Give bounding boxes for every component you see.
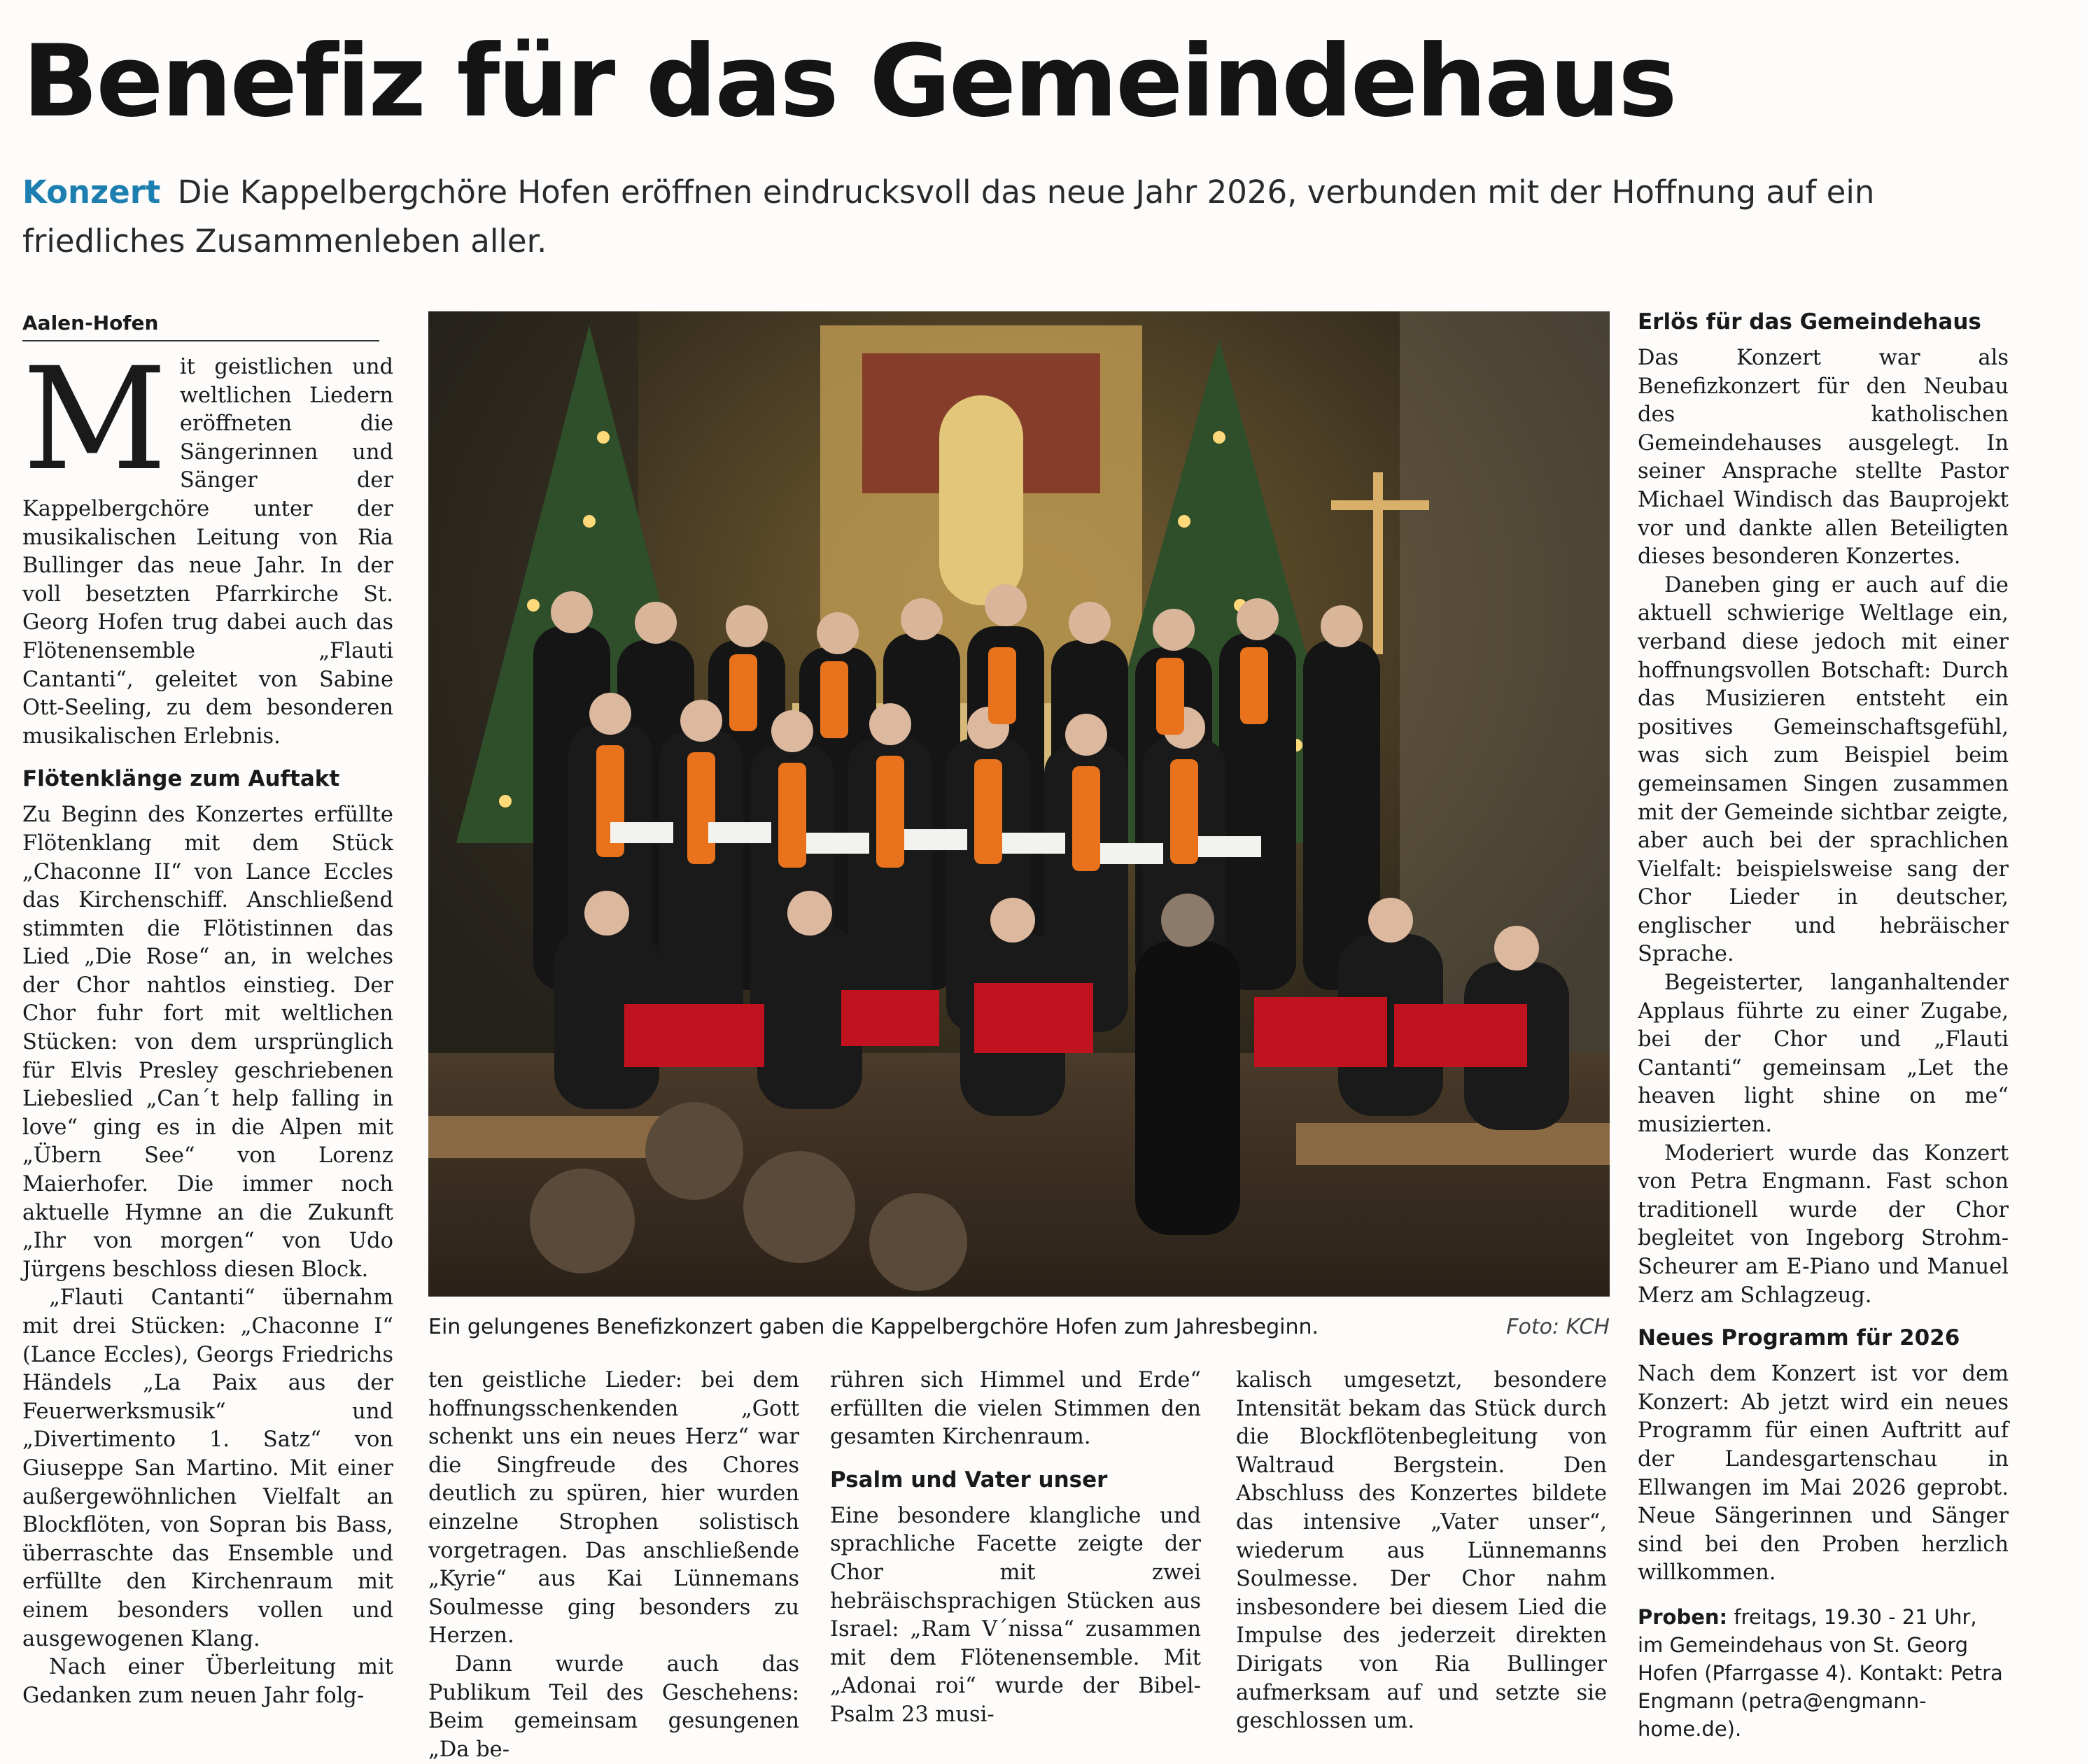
column-5: [1638, 308, 2009, 1743]
photo-caption: [428, 1313, 1610, 1341]
subhead-psalm: Psalm und Vater unser: [830, 1467, 1108, 1493]
intro-paragraph: M it geistlichen und weltlichen Liedern eröffneten die Sängerinnen und Sänger der Kappelbergchöre unter der musikalischen Leitung von Ria Bullinger das neue Jahr. In der voll besetzten Pfarrkirche St. Georg Hofen trug dabei auch das Flötenensemble „Flauti Cantanti“, geleitet von Sabine Ott-Seeling, zu dem besonderen musikalischen Erlebnis.: [22, 337, 393, 749]
paragraph: Moderiert wurde das Konzert von Petra Engmann. Fast schon traditionell wurde der Chor begleitet von Ingeborg Strohm-Scheurer am E-Piano und Manuel Merz am Schlagzeug.: [1638, 1141, 2009, 1308]
info-box: [1638, 1603, 2009, 1743]
dropcap: M: [22, 337, 167, 502]
column-1: [22, 337, 393, 1710]
subhead-floetenklaenge: Flötenklänge zum Auftakt: [22, 766, 340, 792]
caption-text: Ein gelungenes Benefizkonzert gaben die Kappelbergchöre Hofen zum Jahresbeginn.: [428, 1315, 1319, 1339]
paragraph: ten geistliche Lieder: bei dem hoffnungsschenkenden „Gott schenkt uns ein neues Herz“ war die Singfreude des Chores deutlich zu spüren, hier wurden einzelne Strophen solistisch vorgetragen. Das anschließende „Kyrie“ aus Kai Lünnemans Soulmesse ging besonders zu Herzen.: [428, 1368, 799, 1649]
paragraph: Dann wurde auch das Publikum Teil des Geschehens: Beim gemeinsam gesungenen „Da be-: [428, 1651, 799, 1762]
paragraph: rühren sich Himmel und Erde“ erfüllten die vielen Stimmen den gesamten Kirchenraum.: [830, 1368, 1201, 1450]
paragraph: Das Konzert war als Benefizkonzert für den Neubau des katholischen Gemeindehauses ausgelegt. In seiner Ansprache stellte Pastor Michael Windisch das Bauprojekt vor und dankte allen Beteiligten dieses besonderen Konzertes.: [1638, 346, 2009, 570]
paragraph: Zu Beginn des Konzertes erfüllte Flötenklang mit dem Stück „Chaconne II“ von Lance Eccles das Kirchenschiff. Anschließend stimmten die Flötistinnen das Lied „Die Rose“ an, in welches der Chor nahtlos einstieg. Der Chor fuhr fort mit weltlichen Stücken: von dem ursprünglich für Elvis Presley geschriebenen Liebeslied „Can´t help falling in love“ ging es in die Alpen mit „Übern See“ von Lorenz Maierhofer. Die immer noch aktuelle Hymne an die Zukunft „Ihr von morgen“ von Udo Jürgens beschloss diesen Block.: [22, 803, 393, 1282]
paragraph: Nach dem Konzert ist vor dem Konzert: Ab jetzt wird ein neues Programm für einen Auftritt auf der Landesgartenschau in Ellwangen im Mai 2026 geprobt. Neue Sängerinnen und Sänger sind bei den Proben herzlich willkommen.: [1638, 1362, 2009, 1586]
lead-text: Die Kappelbergchöre Hofen eröffnen eindrucksvoll das neue Jahr 2026, verbunden mit der Hoffnung auf ein friedliches Zusammenleben aller.: [22, 174, 1875, 260]
subhead-erloes: Erlös für das Gemeindehaus: [1638, 309, 1981, 334]
paragraph: Eine besondere klangliche und sprachliche Facette zeigte der Chor mit zwei hebräischsprachigen Stücken aus Israel: „Ram V´nissa“ zusammen mit dem Flötenensemble. Mit „Adonai roi“ wurde der Bibel-Psalm 23 musi-: [830, 1503, 1201, 1727]
photo-credit: Foto: KCH: [1506, 1315, 1610, 1339]
dateline: Aalen-Hofen: [22, 311, 379, 341]
lead: [22, 168, 2038, 266]
paragraph: „Flauti Cantanti“ übernahm mit drei Stücken: „Chaconne I“ (Lance Eccles), Georgs Friedrichs Händels „La Paix aus der Feuerwerksmusik“ und „Divertimento 1. Satz“ von Giuseppe San Martino. Mit einer außergewöhnlichen Vielfalt an Blockflöten, von Sopran bis Bass, überraschte das Ensemble und erfüllte den Kirchenraum mit einem besonders vollen und ausgewogenen Klang.: [22, 1285, 393, 1651]
column-2: [428, 1367, 799, 1764]
column-3: [830, 1367, 1201, 1730]
subhead-neues-programm: Neues Programm für 2026: [1638, 1325, 1960, 1351]
column-4: [1236, 1367, 1607, 1736]
paragraph: Begeisterter, langanhaltender Applaus führte zu einer Zugabe, bei der Chor und „Flauti Cantanti“ gemeinsam „Let the heaven light shine on me“ musizierten.: [1638, 971, 2009, 1138]
paragraph: kalisch umgesetzt, besondere Intensität bekam das Stück durch die Blockflötenbegleitung von Waltraud Bergstein. Den Abschluss des Konzertes bildete das intensive „Vater unser“, wiederum aus Lünnemanns Soulmesse. Der Chor nahm insbesondere bei diesem Lied die Impulse des jederzeit direkten Dirigats von Ria Bullinger aufmerksam auf und setzte sie geschlossen um.: [1236, 1368, 1607, 1734]
headline: Benefiz für das Gemeindehaus: [22, 24, 1675, 139]
paragraph: Nach einer Überleitung mit Gedanken zum neuen Jahr folg-: [22, 1655, 393, 1708]
info-text: freitags, 19.30 - 21 Uhr, im Gemeindehaus von St. Georg Hofen (Pfarrgasse 4). Kontakt: Petra Engmann (petra@engmann-home.de).: [1638, 1604, 2003, 1741]
info-label: Proben:: [1638, 1604, 1728, 1629]
lead-kicker: Konzert: [22, 174, 161, 211]
paragraph: Daneben ging er auch auf die aktuell schwierige Weltlage ein, verband diese jedoch mit einer hoffnungsvollen Botschaft: Durch das Musizieren entsteht ein positives Gemeinschaftsgefühl, was sich zum Beispiel beim gemeinsamen Singen zusammen mit der Gemeinde sichtbar zeigte, aber auch bei der sprachlichen Vielfalt: beispielsweise sang der Chor Lieder in deutscher, englischer und hebräischer Sprache.: [1638, 572, 2009, 967]
concert-photo: [428, 311, 1610, 1297]
